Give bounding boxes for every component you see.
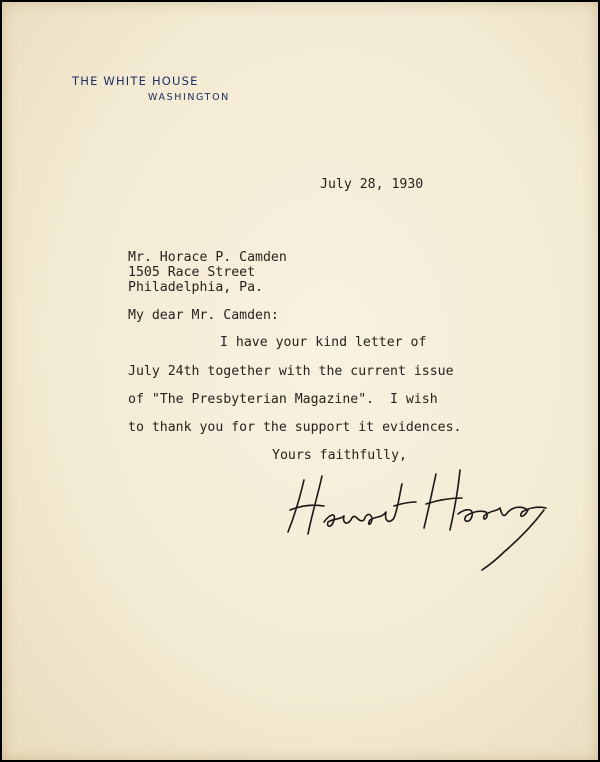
letter-date: July 28, 1930 bbox=[320, 177, 424, 192]
salutation: My dear Mr. Camden: bbox=[128, 308, 279, 323]
address-line-1: Mr. Horace P. Camden bbox=[128, 250, 287, 265]
address-line-2: 1505 Race Street bbox=[128, 265, 256, 280]
letter-sheet bbox=[2, 2, 598, 760]
body-line-4: to thank you for the support it evidences. bbox=[128, 420, 462, 435]
address-line-3: Philadelphia, Pa. bbox=[128, 280, 263, 295]
letterhead-title: THE WHITE HOUSE bbox=[72, 74, 199, 88]
body-line-1: I have your kind letter of bbox=[220, 335, 427, 350]
closing: Yours faithfully, bbox=[272, 448, 407, 463]
letterhead-city: WASHINGTON bbox=[148, 92, 230, 103]
body-line-3: of "The Presbyterian Magazine". I wish bbox=[128, 392, 438, 407]
body-line-2: July 24th together with the current issue bbox=[128, 364, 454, 379]
handwritten-signature bbox=[282, 462, 567, 582]
